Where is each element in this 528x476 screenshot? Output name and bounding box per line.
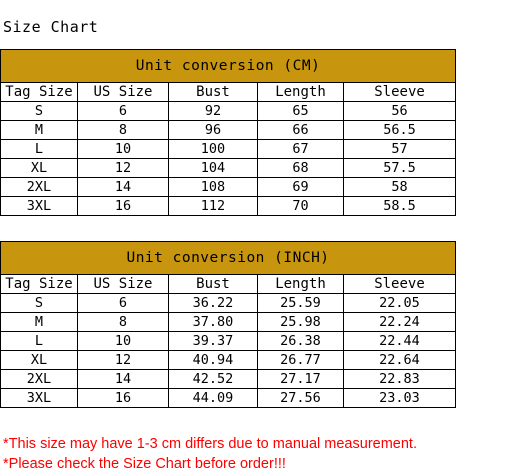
table-row <box>1 121 456 140</box>
column-header: Tag Size <box>1 83 78 102</box>
table-cell: 12 <box>78 159 169 178</box>
table-cell: 22.05 <box>344 294 456 313</box>
column-header: US Size <box>78 83 169 102</box>
table-row <box>1 197 456 216</box>
table-cell: 69 <box>258 178 344 197</box>
table-cell: 14 <box>78 178 169 197</box>
table-cell: 112 <box>169 197 258 216</box>
table-cell: 3XL <box>1 197 78 216</box>
table-cell: 42.52 <box>169 370 258 389</box>
table-cell: 12 <box>78 351 169 370</box>
table-row <box>1 178 456 197</box>
table-row <box>1 389 456 408</box>
column-header: US Size <box>78 275 169 294</box>
table-cell: 40.94 <box>169 351 258 370</box>
table-cell: M <box>1 313 78 332</box>
table-cell: L <box>1 140 78 159</box>
table-cell: 6 <box>78 102 169 121</box>
size-table-inch <box>0 241 456 408</box>
table-cell: 16 <box>78 389 169 408</box>
table-cell: 66 <box>258 121 344 140</box>
table-cell: XL <box>1 159 78 178</box>
table-cell: 10 <box>78 332 169 351</box>
table-cell: 10 <box>78 140 169 159</box>
table-cell: 65 <box>258 102 344 121</box>
table-cell: 67 <box>258 140 344 159</box>
table-cell: 100 <box>169 140 258 159</box>
table-cell: 70 <box>258 197 344 216</box>
size-table-cm <box>0 49 456 216</box>
table-cell: L <box>1 332 78 351</box>
table-cell: M <box>1 121 78 140</box>
table-cell: 56 <box>344 102 456 121</box>
table-cell: 22.44 <box>344 332 456 351</box>
table-cell: 56.5 <box>344 121 456 140</box>
table-row <box>1 370 456 389</box>
column-header: Sleeve <box>344 275 456 294</box>
table-cell: 57.5 <box>344 159 456 178</box>
table-heading-row <box>1 242 456 275</box>
table-cell: 68 <box>258 159 344 178</box>
table-cell: 96 <box>169 121 258 140</box>
table-cell: 104 <box>169 159 258 178</box>
table-row <box>1 294 456 313</box>
table-cell: XL <box>1 351 78 370</box>
table-cell: 23.03 <box>344 389 456 408</box>
column-header-row <box>1 83 456 102</box>
table-cell: 22.24 <box>344 313 456 332</box>
table-cell: 3XL <box>1 389 78 408</box>
table-cell: 26.77 <box>258 351 344 370</box>
table-cell: 26.38 <box>258 332 344 351</box>
table-cell: 25.98 <box>258 313 344 332</box>
table-cell: 6 <box>78 294 169 313</box>
table-row <box>1 332 456 351</box>
table-heading: Unit conversion (INCH) <box>1 242 456 275</box>
table-cell: S <box>1 294 78 313</box>
table-cell: 25.59 <box>258 294 344 313</box>
table-cell: S <box>1 102 78 121</box>
column-header: Bust <box>169 275 258 294</box>
column-header: Tag Size <box>1 275 78 294</box>
table-cell: 2XL <box>1 178 78 197</box>
table-cell: 58.5 <box>344 197 456 216</box>
check-chart-note: *Please check the Size Chart before order!!! <box>3 456 286 472</box>
column-header: Length <box>258 275 344 294</box>
table-cell: 27.56 <box>258 389 344 408</box>
table-row <box>1 159 456 178</box>
table-row <box>1 351 456 370</box>
column-header: Bust <box>169 83 258 102</box>
column-header: Length <box>258 83 344 102</box>
table-cell: 57 <box>344 140 456 159</box>
table-cell: 22.83 <box>344 370 456 389</box>
table-row <box>1 102 456 121</box>
table-cell: 36.22 <box>169 294 258 313</box>
table-cell: 44.09 <box>169 389 258 408</box>
table-cell: 108 <box>169 178 258 197</box>
table-cell: 22.64 <box>344 351 456 370</box>
table-heading-row <box>1 50 456 83</box>
table-cell: 2XL <box>1 370 78 389</box>
table-cell: 8 <box>78 313 169 332</box>
table-cell: 16 <box>78 197 169 216</box>
table-cell: 14 <box>78 370 169 389</box>
table-cell: 92 <box>169 102 258 121</box>
table-row <box>1 313 456 332</box>
column-header-row <box>1 275 456 294</box>
table-cell: 27.17 <box>258 370 344 389</box>
table-row <box>1 140 456 159</box>
table-cell: 8 <box>78 121 169 140</box>
column-header: Sleeve <box>344 83 456 102</box>
page-title: Size Chart <box>3 18 99 36</box>
measurement-note: *This size may have 1-3 cm differs due to manual measurement. <box>3 436 417 452</box>
table-cell: 58 <box>344 178 456 197</box>
table-heading: Unit conversion (CM) <box>1 50 456 83</box>
table-cell: 37.80 <box>169 313 258 332</box>
table-cell: 39.37 <box>169 332 258 351</box>
